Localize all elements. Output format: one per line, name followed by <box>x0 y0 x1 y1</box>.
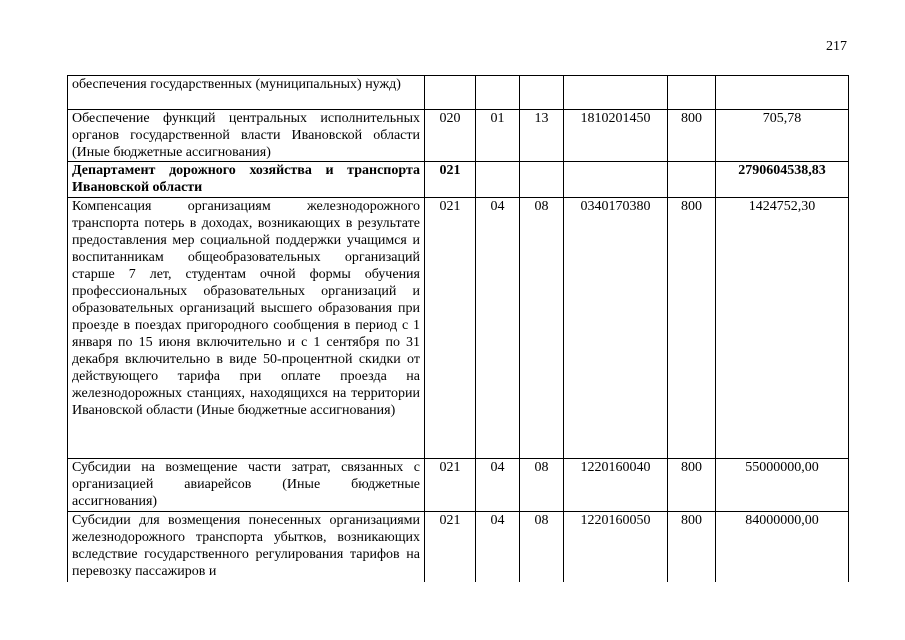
subsection-code-cell: 08 <box>520 198 564 459</box>
ministry-code-cell: 020 <box>425 110 476 162</box>
section-code-cell: 01 <box>476 110 520 162</box>
target-article-cell: 0340170380 <box>564 198 668 459</box>
table-row <box>68 198 849 459</box>
expense-type-cell <box>668 162 716 198</box>
subsection-code-cell <box>520 76 564 110</box>
expense-type-cell: 800 <box>668 512 716 582</box>
ministry-code-cell: 021 <box>425 459 476 512</box>
subsection-code-cell: 13 <box>520 110 564 162</box>
target-article-cell: 1810201450 <box>564 110 668 162</box>
expense-name-cell: Субсидии для возмещения понесенных организациями железнодорожного транспорта убытков, возникающих вследствие государственного регулирования тарифов на перевозку пассажиров и <box>68 512 425 582</box>
target-article-cell: 1220160040 <box>564 459 668 512</box>
amount-cell: 1424752,30 <box>716 198 849 459</box>
expense-type-cell: 800 <box>668 198 716 459</box>
ministry-code-cell: 021 <box>425 198 476 459</box>
ministry-code-cell <box>425 76 476 110</box>
department-total-cell: 2790604538,83 <box>716 162 849 198</box>
expense-type-cell <box>668 76 716 110</box>
amount-cell <box>716 76 849 110</box>
target-article-cell: 1220160050 <box>564 512 668 582</box>
section-code-cell <box>476 76 520 110</box>
subsection-code-cell: 08 <box>520 512 564 582</box>
table-row <box>68 76 849 110</box>
expense-name-cell: обеспечения государственных (муниципальных) нужд) <box>68 76 425 110</box>
page-number: 217 <box>826 39 847 54</box>
amount-cell: 55000000,00 <box>716 459 849 512</box>
target-article-cell <box>564 76 668 110</box>
expense-name-cell: Обеспечение функций центральных исполнительных органов государственной власти Ивановской области (Иные бюджетные ассигнования) <box>68 110 425 162</box>
amount-cell: 705,78 <box>716 110 849 162</box>
expense-name-cell: Субсидии на возмещение части затрат, связанных с организацией авиарейсов (Иные бюджетные ассигнования) <box>68 459 425 512</box>
section-code-cell: 04 <box>476 512 520 582</box>
ministry-code-cell: 021 <box>425 512 476 582</box>
expense-type-cell: 800 <box>668 110 716 162</box>
ministry-code-cell: 021 <box>425 162 476 198</box>
expense-type-cell: 800 <box>668 459 716 512</box>
table-row <box>68 459 849 512</box>
expense-name-cell: Компенсация организациям железнодорожного транспорта потерь в доходах, возникающих в результате предоставления мер социальной поддержки учащимся и воспитанникам общеобразовательных организаций старше 7 лет, студентам очной формы обучения профессиональных образовательных организаций и образовательных организаций высшего образования при проезде в поездах пригородного сообщения в период с 1 января по 15 июня включительно и с 1 сентября по 31 декабря включительно в виде 50-процентной скидки от действующего тарифа при оплате проезда на железнодорожных станциях, находящихся на территории Ивановской области (Иные бюджетные ассигнования) <box>68 198 425 459</box>
table-row <box>68 110 849 162</box>
section-code-cell <box>476 162 520 198</box>
section-code-cell: 04 <box>476 459 520 512</box>
target-article-cell <box>564 162 668 198</box>
budget-table <box>67 75 849 582</box>
subsection-code-cell: 08 <box>520 459 564 512</box>
table-row <box>68 162 849 198</box>
section-code-cell: 04 <box>476 198 520 459</box>
table-row <box>68 512 849 582</box>
amount-cell: 84000000,00 <box>716 512 849 582</box>
department-name-cell: Департамент дорожного хозяйства и транспорта Ивановской области <box>68 162 425 198</box>
subsection-code-cell <box>520 162 564 198</box>
